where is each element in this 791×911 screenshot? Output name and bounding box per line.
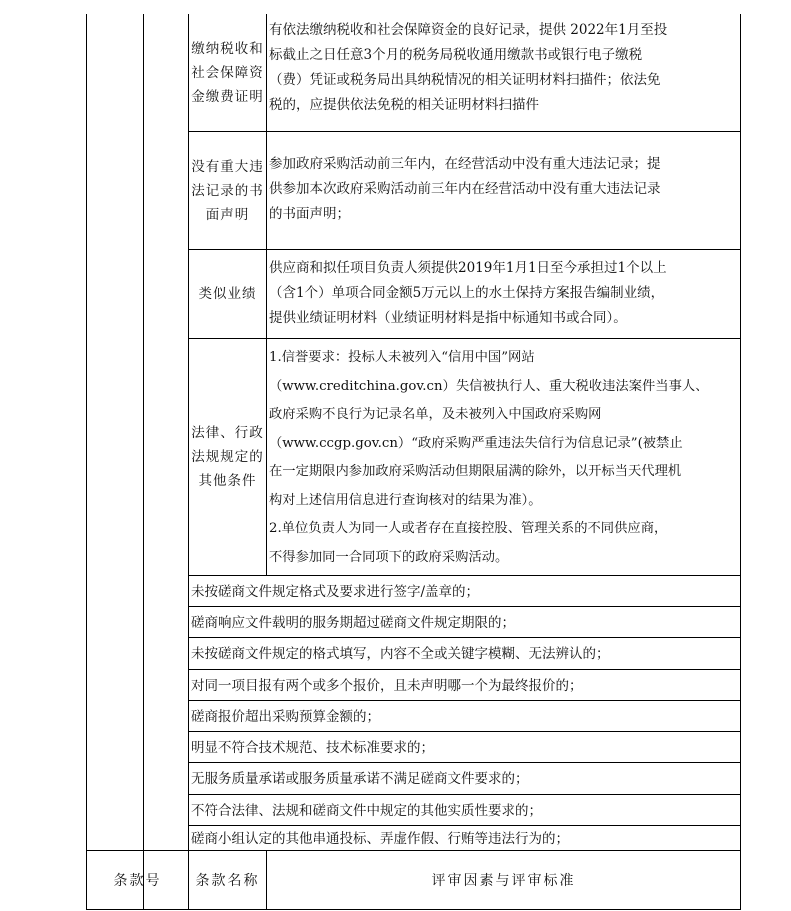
desc-line: 供应商和拟任项目负责人须提供2019年1月1日至今承担过1个以上 — [269, 260, 667, 276]
invalid-item-8: 不符合法律、法规和磋商文件中规定的其他实质性要求的； — [191, 803, 542, 819]
invalid-item-9: 磋商小组认定的其他串通投标、弄虚作假、行贿等违法行为的； — [191, 831, 569, 847]
invalid-item-2: 磋商响应文件载明的服务期超过磋商文件规定期限的； — [191, 615, 515, 631]
header-clause-no: 条款号 — [113, 873, 162, 889]
desc-line: 有依法缴纳税收和社会保障资金的良好记录，提供 2022年1月至投 — [269, 22, 668, 38]
desc-line: 的书面声明； — [269, 206, 350, 222]
invalid-item-6: 明显不符合技术规范、技术标准要求的； — [191, 740, 434, 756]
table-border-left — [86, 14, 87, 910]
desc-line: （含1个）单项合同金额5万元以上的水土保持方案报告编制业绩， — [269, 285, 665, 301]
desc-line: 不得参加同一合同项下的政府采购活动。 — [269, 549, 509, 565]
desc-line: （费）凭证或税务局出具纳税情况的相关证明材料扫描件；依法免 — [269, 72, 661, 88]
criterion-name-no-violation: 没有重大违法记录的书面声明 — [191, 158, 264, 223]
column-divider-1 — [143, 14, 144, 910]
row-border-11 — [188, 794, 741, 795]
invalid-item-1: 未按磋商文件规定格式及要求进行签字/盖章的； — [191, 584, 480, 600]
row-border-1 — [188, 131, 741, 132]
invalid-item-4: 对同一项目报有两个或多个报价，且未声明哪一个为最终报价的； — [191, 678, 583, 694]
desc-line: 提供业绩证明材料（业绩证明材料是指中标通知书或合同）。 — [269, 310, 627, 326]
criterion-desc-similar-performance — [267, 256, 740, 336]
invalid-item-3: 未按磋商文件规定的格式填写，内容不全或关键字模糊、无法辨认的； — [191, 646, 610, 662]
desc-line: 政府采购不良行为记录名单，及未被列入中国政府采购网 — [269, 407, 602, 422]
row-border-5 — [188, 606, 741, 607]
desc-line: 构对上述信用信息进行查询核对的结果为准）。 — [269, 492, 542, 508]
desc-line: 1.信誉要求：投标人未被列入“信用中国”网站 — [269, 350, 535, 365]
desc-line: （www.ccgp.gov.cn）“政府采购严重违法失信行为信息记录”(被禁止 — [269, 435, 683, 451]
desc-line: 在一定期限内参加政府采购活动但期限届满的除外，以开标当天代理机 — [269, 464, 682, 479]
invalid-item-5: 磋商报价超出采购预算金额的； — [191, 709, 380, 725]
criterion-name-tax: 缴纳税收和社会保障资金缴费证明 — [191, 40, 264, 105]
criterion-desc-tax — [267, 18, 740, 131]
row-border-6 — [188, 637, 741, 638]
row-border-9 — [188, 731, 741, 732]
header-border-bottom — [86, 909, 741, 910]
desc-line: 2.单位负责人为同一人或者存在直接控股、管理关系的不同供应商， — [269, 521, 668, 536]
row-border-10 — [188, 762, 741, 763]
criterion-name-legal-conditions: 法律、行政法规规定的其他条件 — [191, 425, 264, 489]
row-border-4 — [188, 575, 741, 576]
invalid-item-7: 无服务质量承诺或服务质量承诺不满足磋商文件要求的； — [191, 771, 529, 787]
criterion-desc-no-violation — [267, 152, 740, 247]
desc-line: 标截止之日任意3个月的税务局税收通用缴款书或银行电子缴税 — [269, 47, 643, 63]
table-border-right — [740, 14, 741, 910]
row-border-2 — [188, 249, 741, 250]
row-border-8 — [188, 700, 741, 701]
criterion-name-similar-performance: 类似业绩 — [198, 286, 257, 302]
desc-line: 供参加本次政府采购活动前三年内在经营活动中没有重大违法记录 — [269, 181, 661, 197]
criterion-desc-legal-conditions — [267, 344, 740, 574]
desc-line: 参加政府采购活动前三年内，在经营活动中没有重大违法记录；提 — [269, 156, 661, 172]
row-border-3 — [188, 338, 741, 339]
desc-line: （www.creditchina.gov.cn）失信被执行人、重大税收违法案件当事人、 — [269, 378, 709, 394]
row-border-7 — [188, 669, 741, 670]
header-criteria: 评审因素与评审标准 — [431, 873, 576, 889]
desc-line: 税的，应提供依法免税的相关证明材料扫描件 — [269, 97, 539, 113]
header-clause-name: 条款名称 — [195, 873, 260, 889]
